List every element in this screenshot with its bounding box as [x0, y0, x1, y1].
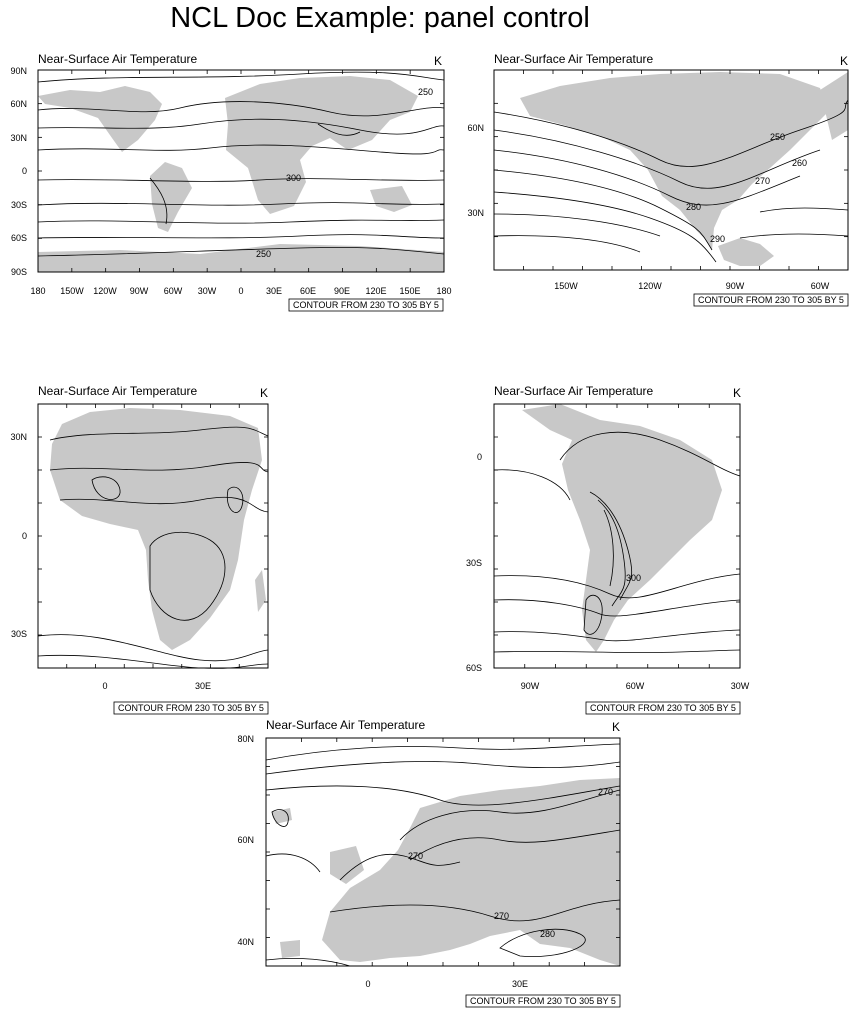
land-mask — [522, 404, 722, 652]
svg-text:120W: 120W — [638, 281, 662, 291]
x-axis-labels — [521, 681, 750, 691]
svg-text:270: 270 — [598, 787, 614, 797]
land-mask — [38, 76, 444, 272]
svg-text:30W: 30W — [730, 681, 750, 691]
svg-text:180: 180 — [30, 286, 46, 296]
panel-africa — [10, 384, 268, 714]
svg-text:90E: 90E — [333, 286, 351, 296]
page-title: NCL Doc Example: panel control — [170, 2, 590, 34]
svg-text:0: 0 — [365, 979, 371, 989]
panel-units: K — [612, 720, 621, 734]
svg-text:90W: 90W — [129, 286, 149, 296]
info-label: CONTOUR FROM 230 TO 305 BY 5 — [293, 300, 439, 310]
y-axis-labels — [237, 734, 254, 947]
svg-text:90N: 90N — [10, 66, 27, 76]
land-mask — [520, 72, 848, 266]
svg-text:90W: 90W — [520, 681, 540, 691]
contour-labels — [626, 573, 641, 583]
panel-units: K — [840, 54, 849, 68]
svg-text:30N: 30N — [467, 208, 484, 218]
svg-text:60S: 60S — [465, 663, 482, 673]
svg-text:30N: 30N — [10, 133, 27, 143]
svg-text:30S: 30S — [10, 629, 27, 639]
svg-text:120W: 120W — [93, 286, 117, 296]
panel-title: Near-Surface Air Temperature — [266, 718, 426, 732]
svg-text:90S: 90S — [10, 267, 27, 277]
y-axis-labels — [10, 66, 27, 277]
svg-text:0: 0 — [21, 531, 27, 541]
info-label: CONTOUR FROM 230 TO 305 BY 5 — [590, 703, 736, 713]
info-label: CONTOUR FROM 230 TO 305 BY 5 — [698, 295, 844, 305]
panel-units: K — [434, 54, 443, 68]
x-axis-labels — [554, 281, 830, 291]
svg-text:60S: 60S — [10, 233, 27, 243]
svg-text:0: 0 — [21, 166, 27, 176]
svg-text:250: 250 — [418, 87, 434, 97]
svg-text:60N: 60N — [467, 123, 484, 133]
x-axis-labels — [102, 681, 211, 691]
y-axis-labels — [466, 452, 482, 673]
svg-text:60W: 60W — [163, 286, 183, 296]
svg-text:90W: 90W — [725, 281, 745, 291]
svg-text:150W: 150W — [60, 286, 84, 296]
svg-text:270: 270 — [494, 911, 510, 921]
info-label: CONTOUR FROM 230 TO 305 BY 5 — [470, 996, 616, 1006]
svg-text:60N: 60N — [237, 835, 254, 845]
svg-text:280: 280 — [540, 929, 556, 939]
svg-text:250: 250 — [770, 132, 786, 142]
svg-text:270: 270 — [408, 851, 424, 861]
panel-units: K — [260, 386, 269, 400]
svg-text:60W: 60W — [810, 281, 830, 291]
svg-text:0: 0 — [476, 452, 482, 462]
svg-text:80N: 80N — [237, 734, 254, 744]
svg-text:30E: 30E — [511, 979, 529, 989]
svg-text:300: 300 — [626, 573, 642, 583]
panel-units: K — [733, 386, 742, 400]
svg-text:120E: 120E — [365, 286, 387, 296]
svg-text:30W: 30W — [197, 286, 217, 296]
svg-text:60W: 60W — [625, 681, 645, 691]
panel-global — [10, 52, 451, 311]
svg-text:150W: 150W — [554, 281, 578, 291]
svg-text:300: 300 — [286, 173, 302, 183]
y-axis-labels — [10, 432, 27, 639]
panel-title: Near-Surface Air Temperature — [38, 52, 198, 66]
svg-text:290: 290 — [710, 234, 726, 244]
svg-text:270: 270 — [755, 176, 771, 186]
x-axis-labels — [365, 979, 528, 989]
svg-text:0: 0 — [238, 286, 244, 296]
svg-text:60E: 60E — [299, 286, 317, 296]
svg-text:260: 260 — [792, 158, 808, 168]
svg-text:280: 280 — [686, 202, 702, 212]
panel-north-america — [467, 52, 848, 306]
land-mask — [50, 408, 266, 650]
panel-title: Near-Surface Air Temperature — [494, 52, 654, 66]
svg-text:250: 250 — [256, 249, 272, 259]
svg-text:30E: 30E — [194, 681, 212, 691]
x-axis-labels — [30, 286, 451, 296]
svg-text:40N: 40N — [237, 937, 254, 947]
panel-title: Near-Surface Air Temperature — [494, 384, 654, 398]
panel-europe — [237, 718, 620, 1007]
panel-south-america — [466, 384, 750, 714]
svg-text:30N: 30N — [10, 432, 27, 442]
y-axis-labels — [467, 123, 484, 218]
svg-text:30E: 30E — [265, 286, 283, 296]
panel-title: Near-Surface Air Temperature — [38, 384, 198, 398]
svg-text:30S: 30S — [465, 558, 482, 568]
svg-text:0: 0 — [102, 681, 108, 691]
svg-text:30S: 30S — [10, 200, 27, 210]
svg-text:180: 180 — [436, 286, 452, 296]
svg-text:60N: 60N — [10, 99, 27, 109]
svg-text:150E: 150E — [399, 286, 421, 296]
land-mask — [272, 778, 620, 966]
info-label: CONTOUR FROM 230 TO 305 BY 5 — [118, 703, 264, 713]
